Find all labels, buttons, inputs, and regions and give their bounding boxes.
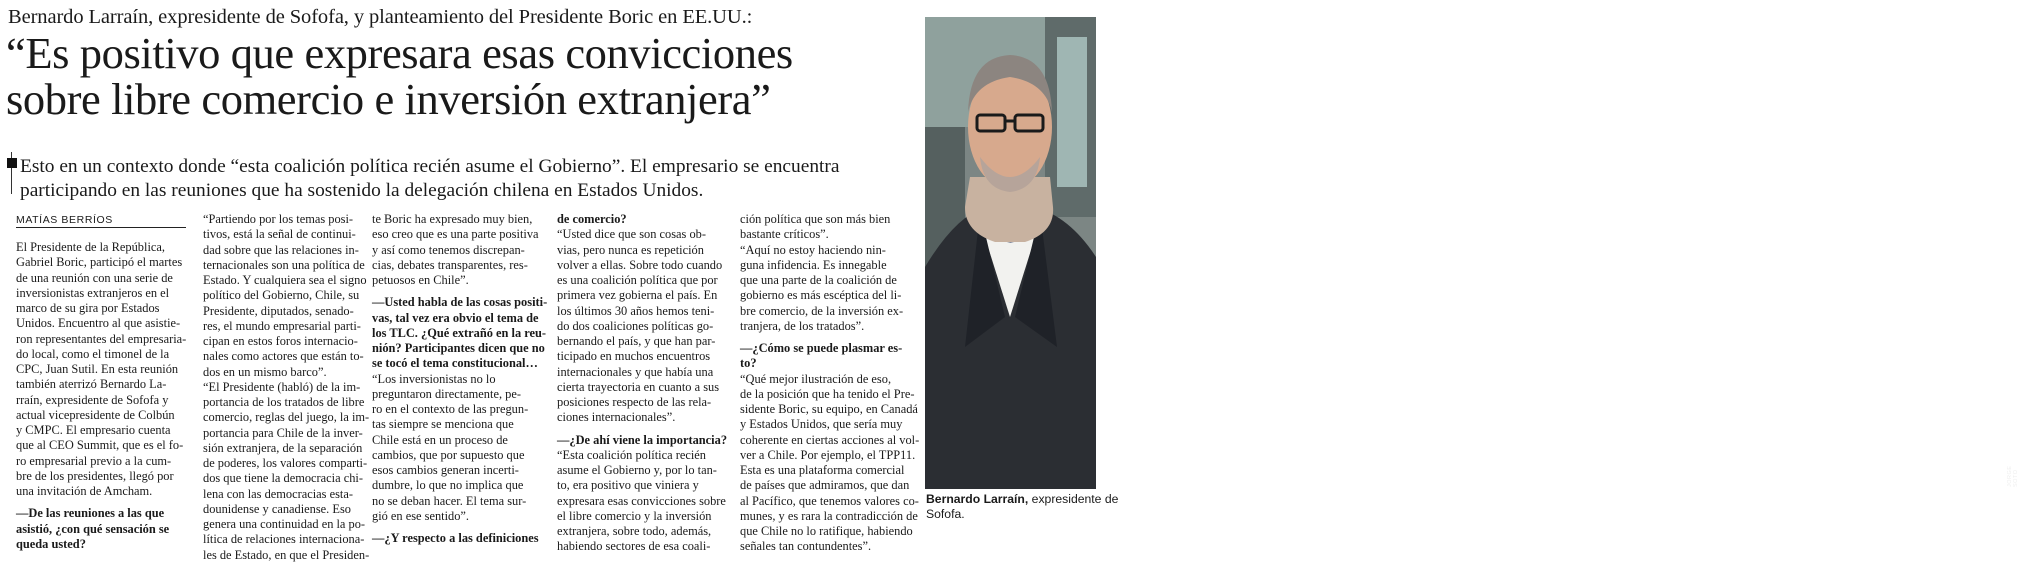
paragraph-gap bbox=[557, 426, 732, 433]
text-line: y así como tenemos discrepan- bbox=[372, 242, 525, 257]
text-line: Presidente, diputados, senado- bbox=[203, 303, 354, 318]
paragraph-gap bbox=[372, 524, 547, 531]
text-line: extranjera, sobre todo, además, bbox=[557, 524, 712, 538]
text-line: posiciones respecto de las rela- bbox=[557, 395, 712, 409]
paragraph-gap bbox=[740, 334, 920, 341]
text-line: lítica de relaciones internaciona- bbox=[203, 532, 365, 547]
text-line: tas siempre se menciona que bbox=[372, 417, 514, 432]
text-line: “Los inversionistas no lo bbox=[372, 371, 496, 386]
text-line: cambios, que por supuesto que bbox=[372, 447, 525, 462]
text-line: Chile está en un proceso de bbox=[372, 432, 508, 447]
text-line: to, era positivo que viniera y bbox=[557, 478, 699, 493]
question-line: queda usted? bbox=[16, 536, 86, 551]
text-line: el libre comercio y la inversión bbox=[557, 508, 712, 523]
text-line: Esta es una plataforma comercial bbox=[740, 463, 905, 477]
text-column-5 bbox=[740, 212, 920, 555]
text-line: una invitación de Amcham. bbox=[16, 484, 153, 498]
text-line: dad sobre que las relaciones in- bbox=[203, 242, 359, 257]
text-line: ticipado en muchos encuentros bbox=[557, 349, 711, 364]
byline: MATÍAS BERRÍOS bbox=[16, 214, 113, 226]
text-column-2 bbox=[203, 212, 373, 563]
text-line: de la posición que ha tenido el Pre- bbox=[740, 386, 915, 401]
text-line: marco de su gira por Estados bbox=[16, 301, 160, 315]
text-line: rraín, expresidente de Sofofa y bbox=[16, 392, 169, 407]
text-line: nales como actores que están to- bbox=[203, 349, 364, 364]
text-line: munes, y es rara la contradicción de bbox=[740, 508, 918, 523]
text-column-3 bbox=[372, 212, 547, 546]
caption-text: expresidente de bbox=[1028, 492, 1119, 506]
text-line: lena con las democracias esta- bbox=[203, 486, 353, 501]
caption-line-2: Sofofa. bbox=[926, 507, 965, 521]
byline-rule bbox=[16, 227, 186, 228]
text-line: asume el Gobierno y, por lo tan- bbox=[557, 463, 717, 477]
headline-line-2: sobre libre comercio e inversión extranjera” bbox=[6, 74, 771, 124]
text-column-4 bbox=[557, 212, 732, 555]
headline-line-1: “Es positivo que expresara esas convicciones bbox=[6, 28, 793, 78]
text-line: genera una continuidad en la po- bbox=[203, 517, 366, 531]
text-line: dos que tiene la democracia chi- bbox=[203, 471, 363, 486]
text-line: guna infidencia. Es innegable bbox=[740, 257, 887, 272]
text-line: es una coalición política que por bbox=[557, 273, 718, 287]
photo-caption bbox=[926, 492, 1119, 522]
text-line: tranjera, de los tratados”. bbox=[740, 318, 865, 333]
text-column-1 bbox=[16, 240, 191, 552]
text-line: que al CEO Summit, que es el fo- bbox=[16, 438, 184, 453]
text-line: res, el mundo empresarial parti- bbox=[203, 318, 361, 333]
text-line: eso creo que es una parte positiva bbox=[372, 227, 539, 242]
text-line: cipan en estos foros internacio- bbox=[203, 334, 358, 348]
caption-name: Bernardo Larraín, bbox=[926, 492, 1029, 506]
text-line: Unidos. Encuentro al que asistie- bbox=[16, 316, 181, 331]
text-line: ro en el contexto de las pregun- bbox=[372, 402, 529, 416]
text-line: Gabriel Boric, participó el martes bbox=[16, 255, 183, 270]
text-line: primera vez gobierna el país. En bbox=[557, 288, 718, 303]
text-line: volver a ellas. Sobre todo cuando bbox=[557, 257, 723, 272]
question-line: —¿Cómo se puede plasmar es- bbox=[740, 341, 903, 355]
text-line: portancia de los tratados de libre bbox=[203, 395, 365, 409]
text-line: bre comercio, de la inversión ex- bbox=[740, 303, 904, 318]
text-line: bre de los presidentes, llegó por bbox=[16, 468, 174, 483]
text-line: bernando el país, y que han par- bbox=[557, 334, 716, 348]
question-line: se tocó el tema constitucional… bbox=[372, 356, 538, 371]
text-line: te Boric ha expresado muy bien, bbox=[372, 212, 533, 226]
text-line: CPC, Juan Sutil. En esta reunión bbox=[16, 362, 179, 376]
text-line: preguntaron directamente, pe- bbox=[372, 386, 521, 401]
text-line: petuosos en Chile”. bbox=[372, 273, 469, 287]
text-line: do local, como el timonel de la bbox=[16, 346, 170, 361]
paragraph-gap bbox=[372, 288, 547, 295]
question-line: —De las reuniones a las que bbox=[16, 506, 165, 521]
portrait-photo bbox=[925, 17, 2019, 489]
text-line: cierta trayectoria en cuanto a sus bbox=[557, 379, 720, 394]
article-headline bbox=[6, 30, 916, 122]
text-line: ver a Chile. Por ejemplo, el TPP11. bbox=[740, 447, 916, 462]
text-line: ro empresarial previo a la cum- bbox=[16, 453, 172, 468]
text-line: de poderes, los valores comparti- bbox=[203, 456, 368, 470]
question-line: to? bbox=[740, 356, 757, 371]
paragraph-gap bbox=[16, 499, 191, 506]
text-line: El Presidente de la República, bbox=[16, 240, 165, 254]
text-line: de una reunión con una serie de bbox=[16, 270, 173, 285]
question-line: de comercio? bbox=[557, 212, 627, 226]
text-line: inversionistas extranjeros en el bbox=[16, 285, 170, 300]
text-line: habiendo sectores de esa coali- bbox=[557, 539, 711, 554]
text-line: Estado. Y cualquiera sea el signo bbox=[203, 273, 367, 287]
text-line: esos cambios generan incerti- bbox=[372, 463, 519, 477]
question-line: asistió, ¿con qué sensación se bbox=[16, 521, 170, 536]
text-line: tivos, está la señal de continui- bbox=[203, 227, 356, 242]
text-line: ción política que son más bien bbox=[740, 212, 891, 226]
text-line: “Qué mejor ilustración de eso, bbox=[740, 371, 892, 386]
photo-credit: JORGE SOTO bbox=[2007, 465, 2019, 487]
text-line: ciones internacionales”. bbox=[557, 410, 676, 425]
question-line: —¿Y respecto a las definiciones bbox=[372, 531, 539, 545]
text-line: “Usted dice que son cosas ob- bbox=[557, 227, 706, 242]
text-line: de países que admiramos, que dan bbox=[740, 478, 910, 493]
text-line: vias, pero nunca es repetición bbox=[557, 242, 704, 257]
text-line: bastante críticos”. bbox=[740, 227, 829, 242]
question-line: —¿De ahí viene la importancia? bbox=[557, 432, 728, 447]
text-line: que Chile no lo ratifique, habiendo bbox=[740, 524, 913, 538]
text-line: los últimos 30 años hemos teni- bbox=[557, 303, 715, 318]
deck-bullet bbox=[7, 158, 17, 168]
deck-line-1: Esto en un contexto donde “esta coalición política recién asume el Gobierno”. El empresario se encuentra bbox=[20, 156, 840, 177]
article-kicker: Bernardo Larraín, expresidente de Sofofa, y planteamiento del Presidente Boric en EE.UU.: bbox=[8, 6, 753, 28]
text-line: político del Gobierno, Chile, su bbox=[203, 288, 360, 303]
text-line: también aterrizó Bernardo La- bbox=[16, 377, 167, 392]
text-line: y Estados Unidos, que sería muy bbox=[740, 417, 903, 432]
text-line: ternacionales son una política de bbox=[203, 257, 365, 272]
text-line: “El Presidente (habló) de la im- bbox=[203, 379, 361, 394]
text-line: sión extranjera, de la separación bbox=[203, 440, 363, 455]
question-line: los TLC. ¿Qué extrañó en la reu- bbox=[372, 325, 547, 340]
question-line: vas, tal vez era obvio el tema de bbox=[372, 310, 539, 325]
question-line: nión? Participantes dicen que no bbox=[372, 341, 545, 355]
text-line: “Partiendo por los temas posi- bbox=[203, 212, 354, 226]
text-line: “Aquí no estoy haciendo nin- bbox=[740, 242, 886, 257]
text-line: señales tan contundentes”. bbox=[740, 539, 872, 554]
text-line: expresara esas convicciones sobre bbox=[557, 493, 726, 508]
text-line: gió en ese sentido”. bbox=[372, 508, 470, 523]
text-line: dounidense y canadiense. Eso bbox=[203, 501, 351, 516]
text-line: “Esta coalición política recién bbox=[557, 447, 706, 462]
text-line: internacionales y que había una bbox=[557, 364, 714, 379]
portrait-illustration bbox=[925, 17, 1096, 489]
text-line: do dos coaliciones políticas go- bbox=[557, 318, 714, 333]
text-line: cias, debates transparentes, res- bbox=[372, 257, 528, 272]
text-line: les de Estado, en que el Presiden- bbox=[203, 547, 370, 562]
text-line: portancia para Chile de la inver- bbox=[203, 425, 363, 440]
text-line: sidente Boric, su equipo, en Canadá bbox=[740, 402, 918, 416]
text-line: no se deban hacer. El tema sur- bbox=[372, 493, 527, 508]
text-line: que una parte de la coalición de bbox=[740, 273, 897, 287]
text-line: coherente en ciertas acciones al vol- bbox=[740, 432, 920, 447]
text-line: ron representantes del empresaria- bbox=[16, 331, 187, 346]
deck-line-2: participando en las reuniones que ha sostenido la delegación chilena en Estados Unidos. bbox=[20, 180, 704, 201]
article-deck bbox=[20, 155, 925, 203]
text-line: actual vicepresidente de Colbún bbox=[16, 407, 175, 422]
text-line: y CMPC. El empresario cuenta bbox=[16, 423, 171, 437]
text-line: dos en un mismo barco”. bbox=[203, 364, 327, 379]
text-line: comercio, reglas del juego, la im- bbox=[203, 410, 370, 425]
text-line: gobierno es más escéptica del li- bbox=[740, 288, 902, 303]
question-line: —Usted habla de las cosas positi- bbox=[372, 295, 548, 310]
text-line: dumbre, lo que no implica que bbox=[372, 478, 524, 493]
text-line: al Pacífico, que tenemos valores co- bbox=[740, 493, 919, 508]
